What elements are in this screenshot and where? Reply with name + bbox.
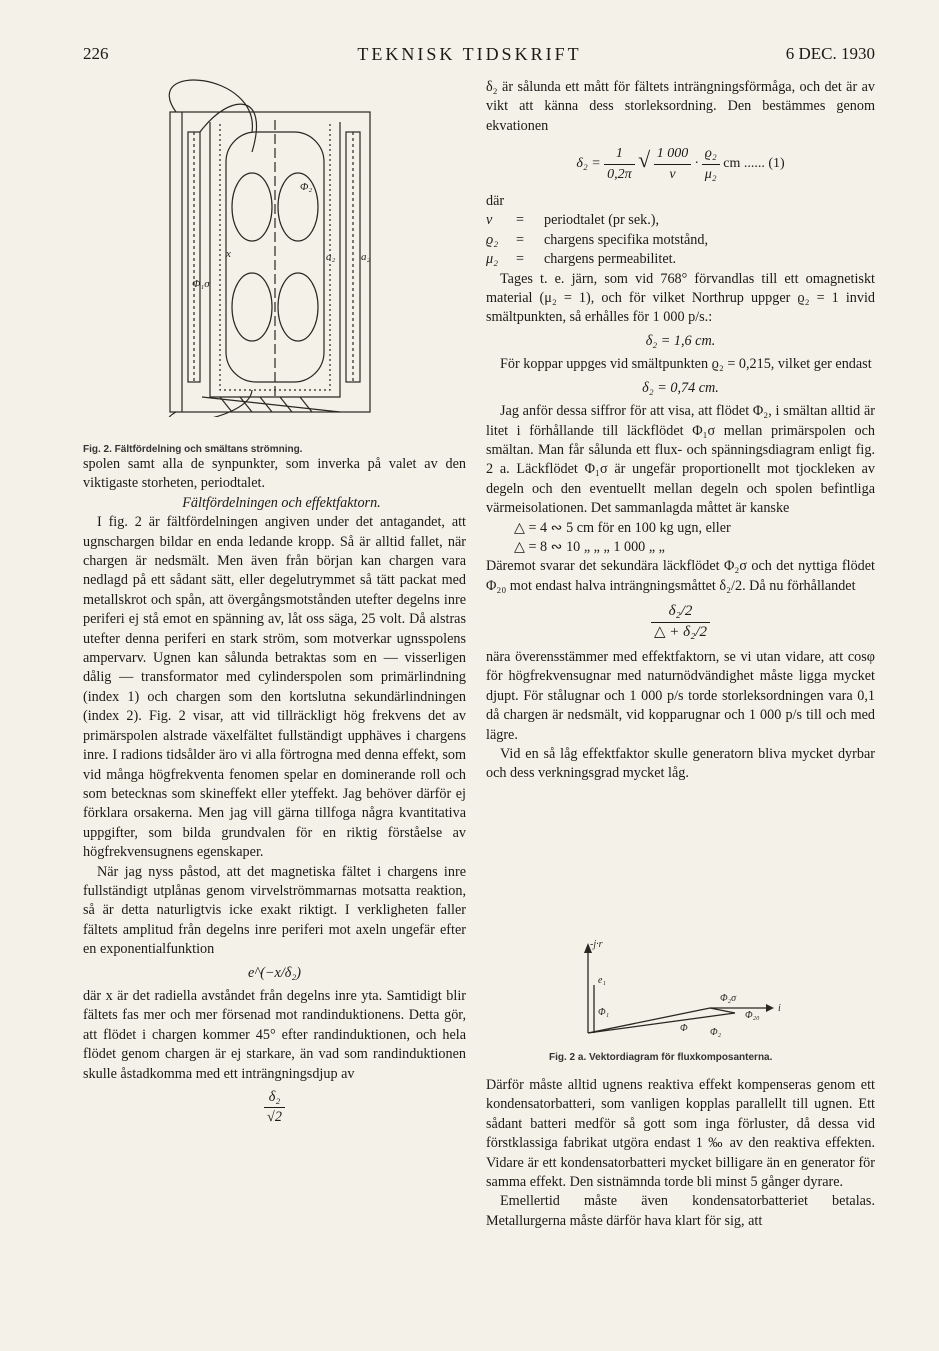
label-i: i: [778, 1003, 781, 1014]
ratio-formula: [486, 602, 875, 642]
label-jr: -j·r: [590, 939, 603, 950]
figure-2-caption: Fig. 2. Fältfördelning och smältans strömning.: [83, 444, 303, 455]
left-column: [83, 455, 466, 1128]
eq1-coef-num: 1: [604, 144, 635, 164]
paragraph: Tages t. e. järn, som vid 768° förvandlas till ett omagnetiskt material (μ₂ = 1), och för vilket Northrup uppger ϱ₂ = 1 invid smältpunkten, så erhålles för 1 000 p/s.:: [486, 270, 875, 326]
label-a2: a₂: [326, 251, 336, 263]
definition-eq: =: [516, 251, 525, 268]
formula-delta-denominator: √2: [267, 1109, 282, 1126]
where-label: där: [486, 193, 505, 210]
right-column: [486, 78, 875, 784]
equation-2: δ₂ = 1,6 cm.: [645, 332, 716, 349]
figure-2: [140, 72, 390, 417]
definition-sym: ϱ₂: [486, 231, 499, 248]
definition-row: [486, 211, 875, 230]
label-phi2: Φ₂: [300, 181, 313, 193]
definition-row: [486, 250, 875, 269]
eq1-rho: ϱ₂: [702, 144, 720, 164]
paragraph: För koppar uppges vid smältpunkten ϱ₂ = 0,215, vilket ger endast: [500, 356, 872, 373]
figure-2a: [560, 935, 820, 1045]
definition-eq: =: [516, 231, 525, 248]
eq1-lhs: δ₂ =: [576, 156, 601, 172]
label-x: x: [226, 248, 231, 260]
ratio-numerator: δ₂/2: [651, 602, 710, 622]
equation-3: δ₂ = 0,74 cm.: [642, 379, 719, 396]
label-phi: Φ: [680, 1023, 688, 1034]
formula-delta: [83, 1088, 466, 1128]
paragraph: spolen samt alla de synpunkter, som inverka på valet av den viktigaste storheten, periodtalet.: [83, 456, 466, 492]
paragraph: I fig. 2 är fältfördelningen angiven under det antagandet, att ugnschargen bildar en enda ledande kropp. Så är alltid fallet, när chargen är nedsmält. Men även från början kan chargen vara nedlagd på ett sådant sätt, eller degelutrymmet så tätt packat med metallskrot och spån, att övergångsmotstånden utefter degelns inre periferi ej stå emot en spänning av, låt oss säga, 25 volt. Då alstras utefter denna periferi en stark ström, som motverkar ugnsspolens ampervarv. Ugnen kan sålunda betraktas som en — visserligen dålig — transformator med cylinderspolen som primärlindning (index 1) och chargen som den kortslutna sekundärlindningen (index 2). Fig. 2 visar, att vid tillräckligt hög frekvens det av primärspolen alstrade växelfältet fullständigt upphäves i chargens inre. I radions tidsålder äro vi alla förtrogna med denna effekt, som vid många högfrekventa fenomen spelar en dominerande roll och som betecknas som skineffekt eller yteffekt. Jag behöver därför ej förklara orsakerna. Men jag vill gärna tillfoga några kvantitativa uppgifter, som bilda grundvalen för en riktig förståelse av högfrekvensugnens egenskaper.: [83, 514, 466, 861]
right-column-bottom: [486, 1076, 875, 1231]
vector-diagram: [560, 935, 820, 1045]
definition-sym: ν: [486, 212, 493, 229]
thickness-line-2: △ = 8 ∾ 10 „ „ „ 1 000 „ „: [514, 538, 665, 555]
label-phi2s: Φ₂σ: [720, 993, 737, 1004]
label-e1: e₁: [598, 975, 606, 986]
paragraph: Jag anför dessa siffror för att visa, att flödet Φ₂, i smältan alltid är litet i förhållande till läckflödet Φ₁σ mellan primärspolen och smältan. Man får sålunda ett flux- och spänningsdiagram enligt fig. 2 a. Läckflödet Φ₁σ är ungefär proportionellt mot tjockleken av degeln och den eventuellt mellan degeln och spolen befintliga värmeisolationen. Det sammanlagda måttet är kanske: [486, 403, 875, 517]
eq1-unit: cm ...... (1): [723, 156, 785, 172]
section-heading: Fältfördelningen och effektfaktorn.: [182, 494, 381, 511]
definition-text: chargens permeabilitet.: [544, 251, 677, 268]
equation-1: δ₂ = $\frac{1}{0,2\pi}$ √ $\frac{1 000}{\nu}$ · $\frac{\text{ϱ₂}}{\text{μ₂}}$ cm ...... (1): [486, 144, 875, 184]
symbol-definitions: [486, 211, 875, 269]
paragraph: Däremot svarar det sekundära läckflödet Φ₂σ och det nyttiga flödet Φ₂₀ mot endast halva inträngningsmåttet δ₂/2. Då nu förhållandet: [486, 558, 875, 594]
page-number: 226: [83, 44, 109, 63]
thickness-line-1: △ = 4 ∾ 5 cm för en 100 kg ugn, eller: [514, 519, 731, 536]
eq1-root-den: ν: [669, 166, 676, 182]
label-phi20: Φ₂₀: [745, 1010, 760, 1021]
definition-text: periodtalet (pr sek.),: [544, 212, 660, 229]
journal-title: TEKNISK TIDSKRIFT: [357, 44, 582, 64]
paragraph: Vid en så låg effektfaktor skulle generatorn bliva mycket dyrbar och dess verkningsgrad mycket låg.: [486, 746, 875, 782]
ratio-denominator: △ + δ₂/2: [653, 623, 707, 640]
furnace-field-diagram: [140, 72, 390, 417]
definition-eq: =: [516, 212, 525, 229]
definition-sym: μ₂: [486, 251, 499, 268]
paragraph: δ₂ är sålunda ett mått för fältets inträngningsförmåga, och det är av vikt att känna dess storleksordning. Den bestämmes genom ekvationen: [486, 79, 875, 134]
label-phi2: Φ₂: [710, 1027, 722, 1038]
eddy-loop: [232, 173, 272, 241]
definition-row: [486, 231, 875, 250]
paragraph: nära överensstämmer med effektfaktorn, se vi utan vidare, att cosφ för högfrekvensugnar med naturnödvändighet måste ligga mycket djupt. För stålugnar och 1 000 p/s torde storleksordningen vara 0,1 då chargen är nedsmält, vid kopparugnar och 1 000 p/s till och med lägre.: [486, 648, 875, 743]
formula-exponential: e^(−x/δ₂): [247, 964, 302, 981]
paragraph: När jag nyss påstod, att det magnetiska fältet i chargens inre fullständigt utplånas genom virvelströmmarnas motsatta reaktion, så är detta naturligtvis icke exakt riktigt. I verkligheten faller fältets amplitud från degelns inre periferi mot axeln ungefär efter en exponentialfunktion: [83, 863, 466, 958]
eq1-coef-den: 0,2π: [607, 166, 632, 182]
paragraph: där x är det radiella avståndet från degelns inre yta. Samtidigt blir fältets fas mer och mer försenad mot randinduktionens. Detta gör, att flödet i chargen kommer 45° efter randinduktionen, och hela flödet genom chargen är ej starkare, än vad som randinduktionen skulle åstadkomma med ett inträngningsdjup av: [83, 987, 466, 1082]
label-phi1: Φ₁: [598, 1007, 610, 1018]
definition-text: chargens specifika motstånd,: [544, 231, 709, 248]
label-phi1s: Φ₁σ: [192, 278, 210, 290]
issue-date: 6 DEC. 1930: [785, 44, 875, 63]
figure-2a-caption: Fig. 2 a. Vektordiagram för fluxkomposanterna.: [549, 1052, 773, 1063]
eq1-root-num: 1 000: [654, 144, 692, 164]
paragraph: Emellertid måste även kondensatorbatteriet betalas. Metallurgerna måste därför hava klart för sig, att: [486, 1193, 875, 1229]
label-a2-outer: a₂: [361, 251, 371, 263]
paragraph: Därför måste alltid ugnens reaktiva effekt kompenseras genom ett kondensatorbatteri, som vanligen kopplas parallellt till ugnen. Ett sådant batteri medför så gott som inga förluster, då dessa vid förstklassiga fabrikat utgöra endast 1 ‰ av den reaktiva effekten. Vidare är ett kondensatorbatteri mycket billigare än en generator för samma effekt. Den sistnämnda torde bli minst 5 gånger dyrare.: [486, 1077, 875, 1191]
eq1-mu: μ₂: [704, 166, 717, 182]
formula-delta-numerator: δ₂: [264, 1088, 285, 1108]
